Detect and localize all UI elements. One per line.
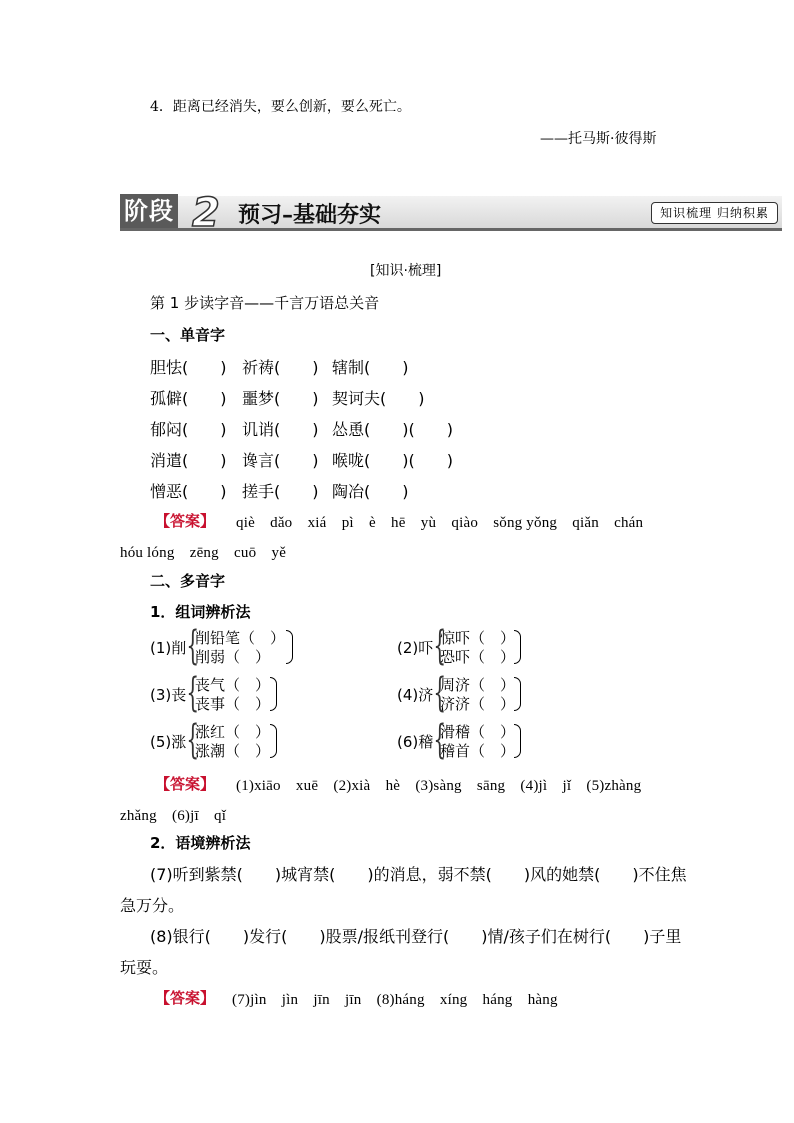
answer-text: (1)xiāo xuē (2)xià hè (3)sàng sāng (4)jì jǐ (5)zhàng [236, 778, 642, 794]
group-word: 济济（ ） [440, 695, 516, 713]
exercise-line: (7)听到紫禁( )城宵禁( )的消息，弱不禁( )风的她禁( )不住焦 [150, 865, 687, 884]
word-cell: 郁闷( ) [150, 420, 227, 439]
word-cell: 祈祷( ) [242, 358, 319, 377]
left-brace-icon: { [186, 717, 200, 763]
word-cell: 辖制( ) [332, 358, 409, 377]
word-cell: 怂恿( )( ) [332, 420, 453, 439]
group-word: 滑稽（ ） [440, 723, 516, 741]
banner-tag: 知识梳理 归纳积累 [651, 202, 778, 224]
group-label: (2)吓 [397, 639, 434, 657]
answer-text: qiè dǎo xiá pì è hē yù qiào sǒng yǒng qiǎn chán [236, 515, 644, 531]
word-cell: 胆怯( ) [150, 358, 227, 377]
quote-source: ——托马斯·彼得斯 [540, 131, 657, 147]
answer-label: 【答案】 [155, 989, 216, 1007]
group-word: 削弱（ ） [195, 648, 271, 666]
left-brace-icon: { [433, 717, 447, 763]
method2-heading: 2．语境辨析法 [150, 834, 251, 852]
answer-label: 【答案】 [155, 775, 216, 793]
method1-heading: 1．组词辨析法 [150, 603, 251, 621]
right-brace-icon [514, 724, 521, 758]
stage-banner [120, 190, 782, 236]
right-brace-icon [270, 724, 277, 758]
word-cell: 谗言( ) [242, 451, 319, 470]
exercise-line: 急万分。 [120, 896, 185, 915]
group-word: 涨潮（ ） [195, 742, 271, 760]
answer-text: hóu lóng zēng cuō yě [120, 545, 287, 561]
section-label: [知识·梳理] [370, 263, 442, 279]
stage-number: 2 [192, 190, 220, 236]
answer-label: 【答案】 [155, 512, 216, 530]
answer-text: (7)jìn jìn jīn jīn (8)háng xíng háng hàng [232, 992, 558, 1008]
group-label: (3)丧 [150, 686, 187, 704]
left-brace-icon: { [186, 670, 200, 716]
quote-text: 4．距离已经消失，要么创新，要么死亡。 [150, 99, 411, 115]
right-brace-icon [514, 630, 521, 664]
word-cell: 憎恶( ) [150, 482, 227, 501]
exercise-line: 玩耍。 [120, 958, 169, 977]
banner-title: 预习–基础夯实 [238, 202, 382, 228]
group-label: (4)济 [397, 686, 434, 704]
word-cell: 契诃夫( ) [332, 389, 425, 408]
group-word: 削铅笔（ ） [195, 629, 286, 647]
part1-heading: 一、单音字 [150, 326, 226, 344]
word-cell: 搓手( ) [242, 482, 319, 501]
exercise-line: (8)银行( )发行( )股票/报纸刊登行( )情/孩子们在树行( )子里 [150, 927, 682, 946]
group-word: 丧事（ ） [195, 695, 271, 713]
group-word: 涨红（ ） [195, 723, 271, 741]
group-word: 丧气（ ） [195, 676, 271, 694]
group-word: 恐吓（ ） [440, 648, 516, 666]
word-cell: 讥诮( ) [242, 420, 319, 439]
group-word: 稽首（ ） [440, 742, 516, 760]
left-brace-icon: { [186, 623, 200, 669]
right-brace-icon [270, 677, 277, 711]
word-cell: 孤僻( ) [150, 389, 227, 408]
word-cell: 喉咙( )( ) [332, 451, 453, 470]
group-word: 周济（ ） [440, 676, 516, 694]
right-brace-icon [286, 630, 293, 664]
single-word-row [150, 355, 227, 378]
word-cell: 噩梦( ) [242, 389, 319, 408]
group-label: (5)涨 [150, 733, 187, 751]
word-cell: 陶冶( ) [332, 482, 409, 501]
answer-text: zhǎng (6)jī qǐ [120, 808, 227, 824]
group-label: (6)稽 [397, 733, 434, 751]
left-brace-icon: { [433, 670, 447, 716]
step1-heading: 第 1 步读字音——千言万语总关音 [150, 294, 380, 312]
part2-heading: 二、多音字 [150, 572, 226, 590]
right-brace-icon [514, 677, 521, 711]
stage-label: 阶段 [120, 194, 178, 228]
word-cell: 消遣( ) [150, 451, 227, 470]
group-label: (1)削 [150, 639, 187, 657]
left-brace-icon: { [433, 623, 447, 669]
group-word: 惊吓（ ） [440, 629, 516, 647]
